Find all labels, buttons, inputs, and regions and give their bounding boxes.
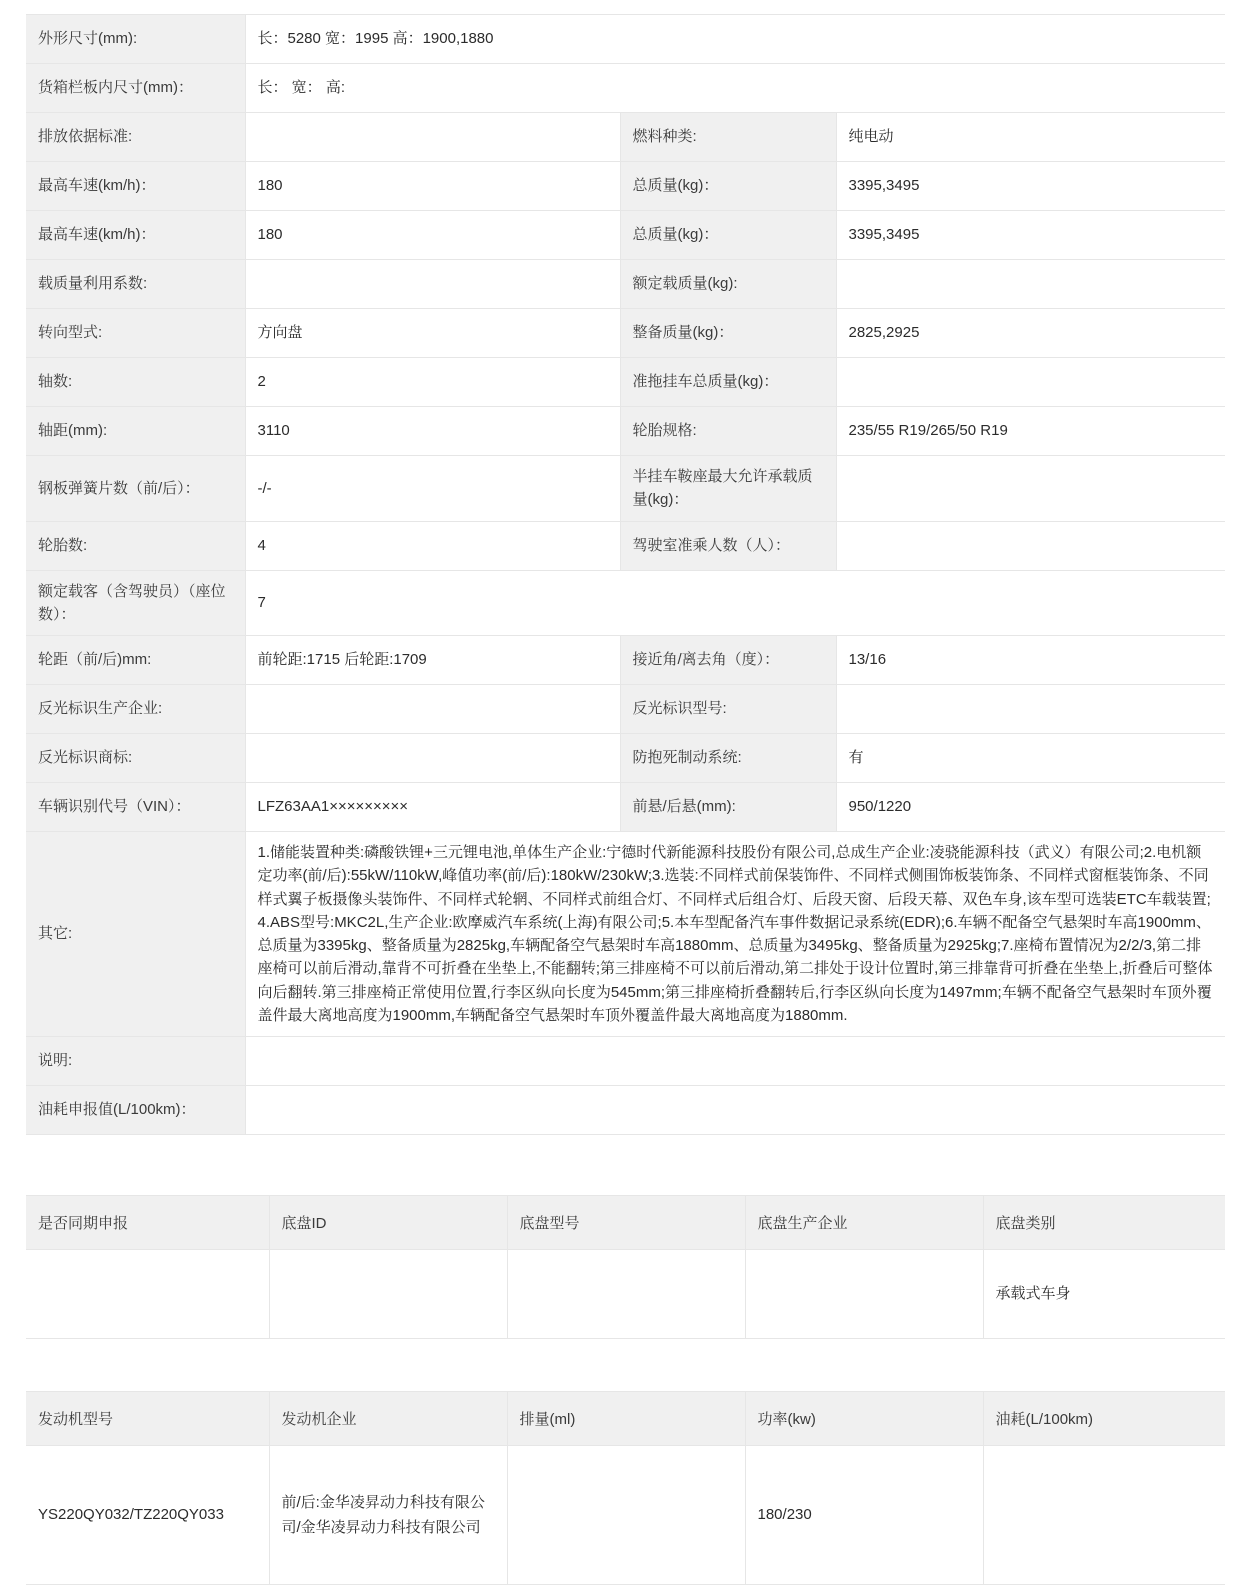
table-row xyxy=(26,15,1225,64)
row-label: 最高车速(km/h)： xyxy=(26,162,245,211)
row-label: 轴距(mm): xyxy=(26,407,245,456)
table-row xyxy=(26,211,1225,260)
row-label-2: 燃料种类: xyxy=(620,113,836,162)
table-row xyxy=(26,734,1225,783)
engine-cell-fuel-consumption xyxy=(983,1446,1225,1585)
row-label-2: 防抱死制动系统: xyxy=(620,734,836,783)
chassis-table-head xyxy=(26,1196,1225,1250)
engine-header-cell: 排量(ml) xyxy=(507,1392,745,1446)
row-value xyxy=(245,260,620,309)
chassis-header-row xyxy=(26,1196,1225,1250)
chassis-header-cell: 底盘类别 xyxy=(983,1196,1225,1250)
row-label: 油耗申报值(L/100km)： xyxy=(26,1086,245,1135)
row-label: 货箱栏板内尺寸(mm)： xyxy=(26,64,245,113)
row-value: 方向盘 xyxy=(245,309,620,358)
row-label-2: 半挂车鞍座最大允许承载质量(kg)： xyxy=(620,456,836,522)
row-label: 载质量利用系数: xyxy=(26,260,245,309)
table-row xyxy=(26,64,1225,113)
row-value-2: 3395,3495 xyxy=(836,211,1225,260)
table-row xyxy=(26,685,1225,734)
chassis-cell xyxy=(269,1250,507,1339)
row-value-2: 13/16 xyxy=(836,636,1225,685)
row-value: 长： 宽： 高: xyxy=(245,64,1225,113)
table-row xyxy=(26,783,1225,832)
engine-cell-manufacturer: 前/后:金华凌昇动力科技有限公司/金华凌昇动力科技有限公司 xyxy=(269,1446,507,1585)
table-row xyxy=(26,260,1225,309)
chassis-cell xyxy=(26,1250,269,1339)
row-label: 车辆识别代号（VIN）： xyxy=(26,783,245,832)
engine-table-body xyxy=(26,1446,1225,1585)
vehicle-spec-table xyxy=(26,14,1225,1135)
row-value xyxy=(245,734,620,783)
row-label-2: 反光标识型号: xyxy=(620,685,836,734)
table-row xyxy=(26,162,1225,211)
table-row xyxy=(26,1086,1225,1135)
engine-cell-displacement xyxy=(507,1446,745,1585)
engine-header-row xyxy=(26,1392,1225,1446)
row-label: 说明: xyxy=(26,1037,245,1086)
table-row xyxy=(26,1037,1225,1086)
section-gap xyxy=(26,1135,1225,1195)
engine-cell-power: 180/230 xyxy=(745,1446,983,1585)
row-value-2: 有 xyxy=(836,734,1225,783)
row-label: 轮距（前/后)mm: xyxy=(26,636,245,685)
table-row xyxy=(26,636,1225,685)
table-row xyxy=(26,113,1225,162)
other-value: 1.储能装置种类:磷酸铁锂+三元锂电池,单体生产企业:宁德时代新能源科技股份有限公司,总成生产企业:凌骁能源科技（武义）有限公司;2.电机额定功率(前/后):55kW/110kW,峰值功率(前/后):180kW/230kW;3.选装:不同样式前保装饰件、不同样式侧围饰板装饰条、不同样式窗框装饰条、不同样式翼子板摄像头装饰件、不同样式轮辋、不同样式前组合灯、不同样式后组合灯、后段天窗、后段天幕、双色车身,该车型可选装ETC车载装置;4.ABS型号:MKC2L,生产企业:欧摩威汽车系统(上海)有限公司;5.本车型配备汽车事件数据记录系统(EDR);6.车辆不配备空气悬架时车高1900mm、总质量为3395kg、整备质量为2825kg,车辆配备空气悬架时车高1880mm、总质量为3495kg、整备质量为2925kg;7.座椅布置情况为2/2/3,第二排座椅可以前后滑动,靠背不可折叠在坐垫上,不能翻转;第三排座椅不可以前后滑动,第二排处于设计位置时,第三排靠背可折叠在坐垫上,折叠后可整体向后翻转.第三排座椅正常使用位置,行李区纵向长度为545mm;第三排座椅折叠翻转后,行李区纵向长度为1497mm;车辆不配备空气悬架时车顶外覆盖件最大离地高度为1900mm,车辆配备空气悬架时车顶外覆盖件最大离地高度为1880mm. xyxy=(245,832,1225,1037)
row-value: 7 xyxy=(245,570,1225,636)
row-label: 转向型式: xyxy=(26,309,245,358)
row-value-2: 235/55 R19/265/50 R19 xyxy=(836,407,1225,456)
row-label: 反光标识商标: xyxy=(26,734,245,783)
row-label-2: 总质量(kg)： xyxy=(620,162,836,211)
row-value: 180 xyxy=(245,211,620,260)
row-value-2 xyxy=(836,260,1225,309)
row-value-2 xyxy=(836,685,1225,734)
row-label-2: 准拖挂车总质量(kg)： xyxy=(620,358,836,407)
row-label-2: 整备质量(kg)： xyxy=(620,309,836,358)
row-value: 2 xyxy=(245,358,620,407)
row-value-2 xyxy=(836,521,1225,570)
row-label-2: 驾驶室准乘人数（人）： xyxy=(620,521,836,570)
chassis-cell xyxy=(507,1250,745,1339)
row-label: 轮胎数: xyxy=(26,521,245,570)
engine-header-cell: 发动机企业 xyxy=(269,1392,507,1446)
row-label: 最高车速(km/h)： xyxy=(26,211,245,260)
row-label: 额定载客（含驾驶员）（座位数）： xyxy=(26,570,245,636)
row-label-2: 轮胎规格: xyxy=(620,407,836,456)
table-row xyxy=(26,1250,1225,1339)
row-value xyxy=(245,113,620,162)
row-label: 反光标识生产企业: xyxy=(26,685,245,734)
table-row xyxy=(26,407,1225,456)
chassis-header-cell: 底盘ID xyxy=(269,1196,507,1250)
row-label-2: 接近角/离去角（度）： xyxy=(620,636,836,685)
row-value: 3110 xyxy=(245,407,620,456)
row-label-2: 总质量(kg)： xyxy=(620,211,836,260)
row-label-2: 前悬/后悬(mm): xyxy=(620,783,836,832)
other-label: 其它: xyxy=(26,832,245,1037)
row-value-2: 2825,2925 xyxy=(836,309,1225,358)
vehicle-spec-body xyxy=(26,15,1225,1135)
row-value: 4 xyxy=(245,521,620,570)
engine-header-cell: 功率(kw) xyxy=(745,1392,983,1446)
engine-header-cell: 发动机型号 xyxy=(26,1392,269,1446)
chassis-header-cell: 底盘生产企业 xyxy=(745,1196,983,1250)
row-label: 轴数: xyxy=(26,358,245,407)
table-row xyxy=(26,521,1225,570)
row-label: 排放依据标准: xyxy=(26,113,245,162)
chassis-header-cell: 底盘型号 xyxy=(507,1196,745,1250)
engine-header-cell: 油耗(L/100km) xyxy=(983,1392,1225,1446)
row-value xyxy=(245,1086,1225,1135)
row-value-2 xyxy=(836,456,1225,522)
chassis-table-body xyxy=(26,1250,1225,1339)
engine-table xyxy=(26,1391,1225,1585)
chassis-table xyxy=(26,1195,1225,1339)
row-value-2: 950/1220 xyxy=(836,783,1225,832)
table-row xyxy=(26,456,1225,522)
engine-cell-model: YS220QY032/TZ220QY033 xyxy=(26,1446,269,1585)
table-row xyxy=(26,570,1225,636)
row-value: 前轮距:1715 后轮距:1709 xyxy=(245,636,620,685)
row-value-2: 纯电动 xyxy=(836,113,1225,162)
row-label-2: 额定载质量(kg): xyxy=(620,260,836,309)
row-value: LFZ63AA1××××××××× xyxy=(245,783,620,832)
row-label: 钢板弹簧片数（前/后）： xyxy=(26,456,245,522)
row-value: -/- xyxy=(245,456,620,522)
table-row xyxy=(26,358,1225,407)
row-label: 外形尺寸(mm): xyxy=(26,15,245,64)
table-row-other xyxy=(26,832,1225,1037)
row-value xyxy=(245,685,620,734)
row-value-2 xyxy=(836,358,1225,407)
chassis-cell: 承载式车身 xyxy=(983,1250,1225,1339)
row-value: 180 xyxy=(245,162,620,211)
table-row xyxy=(26,309,1225,358)
row-value: 长：5280 宽：1995 高：1900,1880 xyxy=(245,15,1225,64)
engine-table-head xyxy=(26,1392,1225,1446)
table-row xyxy=(26,1446,1225,1585)
section-gap xyxy=(26,1339,1225,1391)
row-value-2: 3395,3495 xyxy=(836,162,1225,211)
chassis-cell xyxy=(745,1250,983,1339)
row-value xyxy=(245,1037,1225,1086)
chassis-header-cell: 是否同期申报 xyxy=(26,1196,269,1250)
